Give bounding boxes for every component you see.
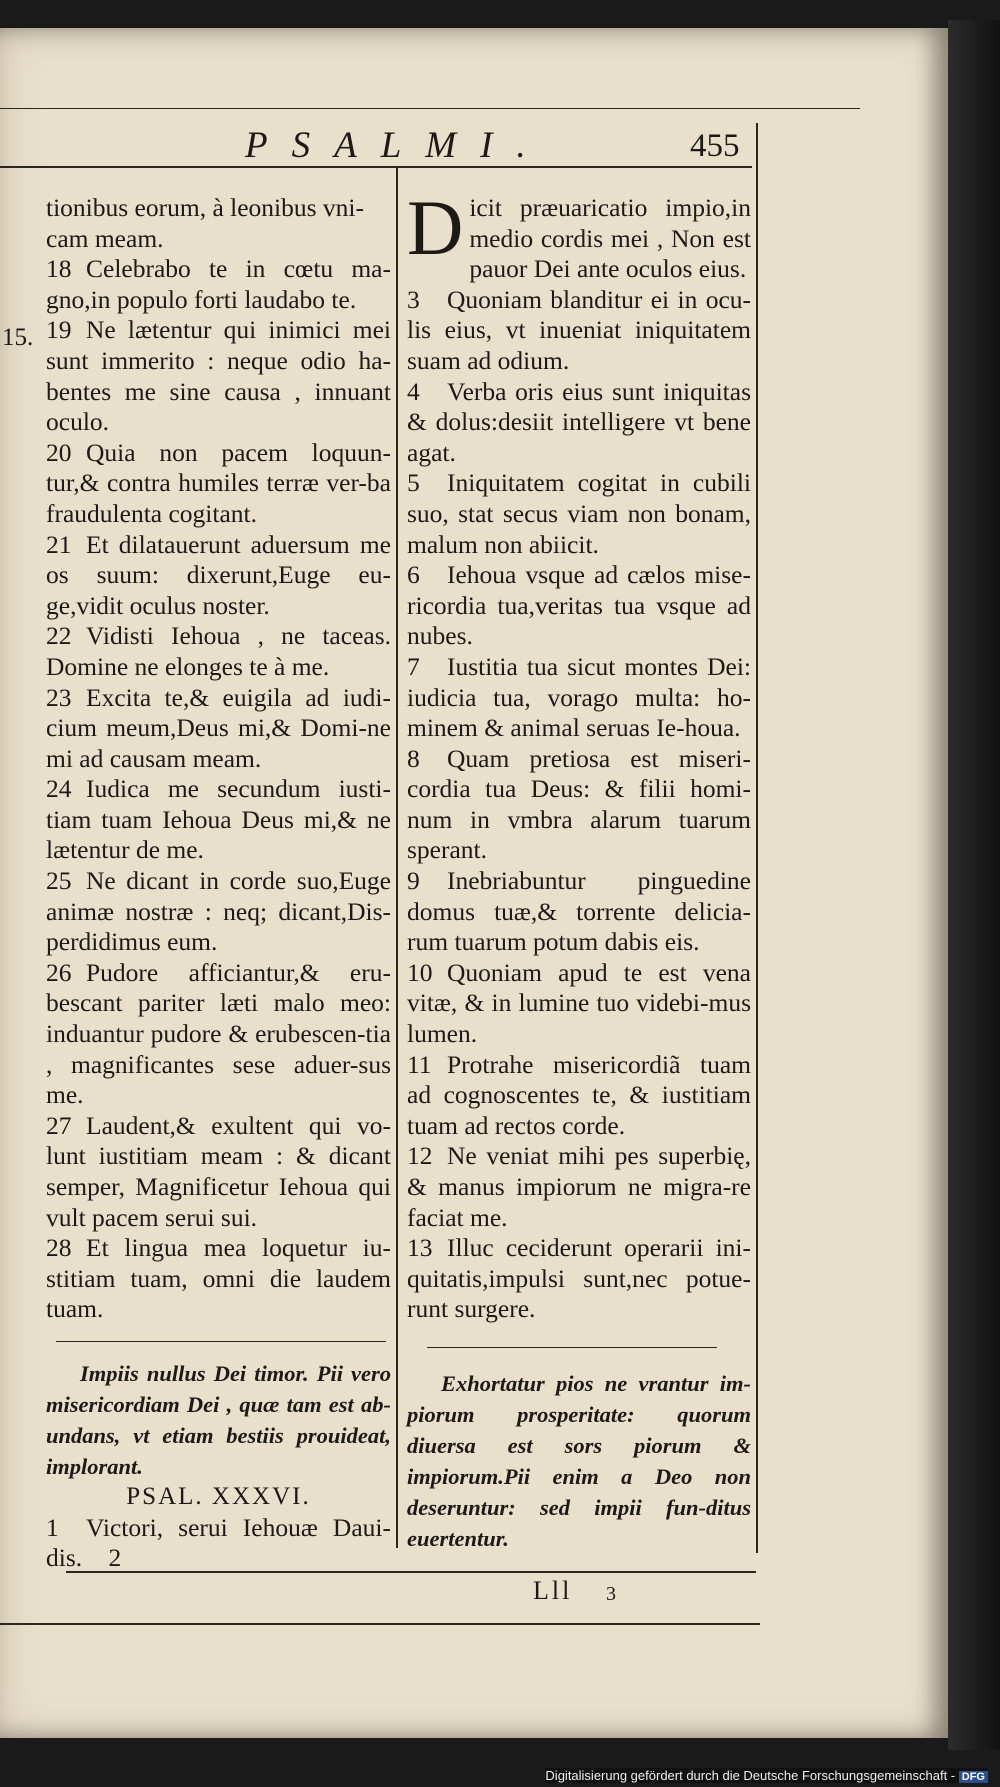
psalm-title: PSAL. XXXVI.	[126, 1482, 311, 1510]
verse	[46, 315, 391, 437]
verse	[46, 866, 391, 958]
verse-number: 27	[46, 1110, 72, 1140]
verse-number: 19	[46, 315, 72, 345]
verse-text: Quam pretiosa est miseri-cordia tua Deus: & filii homi-num in vmbra alarum tuarum sperant.	[407, 743, 751, 865]
verse	[407, 958, 751, 1050]
verse-number: 10	[407, 957, 433, 987]
section-rule	[56, 1341, 386, 1342]
verse-text: Iudica me secundum iusti-tiam tuam Iehoua Deus mi,& ne lætentur de me.	[46, 774, 391, 865]
header-rule	[0, 166, 752, 168]
verse	[46, 254, 391, 315]
verse-number: 20	[46, 437, 72, 467]
verse-number: 23	[46, 682, 72, 712]
column-divider	[396, 168, 398, 1548]
verse-text: Iustitia tua sicut montes Dei: iudicia tua, vorago multa: ho-minem & animal seruas Ie-houa.	[407, 651, 751, 743]
verse-number: 8	[407, 743, 420, 773]
verse	[46, 774, 391, 866]
verse	[407, 652, 751, 744]
psalm-summary: Impiis nullus Dei timor. Pii vero misericordiam Dei , quæ tam est ab-undans, vt etiam bestiis prouideat, implorant.	[46, 1360, 391, 1479]
verse	[407, 1233, 751, 1325]
margin-mark: 15.	[2, 324, 34, 351]
verse-number: 21	[46, 529, 72, 559]
top-frame-rule	[0, 108, 860, 109]
verse-number: 4	[407, 376, 420, 406]
verse	[46, 1233, 391, 1325]
right-frame-rule	[756, 123, 758, 1553]
verse	[407, 468, 751, 560]
verse-text: Pudore afficiantur,& eru-bescant pariter læti malo meo: induantur pudore & erubescen-tia , magnificantes sese aduer-sus me.	[46, 957, 391, 1110]
verse-text: Iehoua vsque ad cælos mise-ricordia tua,veritas tua vsque ad nubes.	[407, 560, 751, 651]
verse	[46, 683, 391, 775]
signature-number: 3	[606, 1583, 616, 1605]
verse-text: Inebriabuntur pinguedine domus tuæ,& torrente delicia-rum tuarum potum dabis eis.	[407, 866, 751, 957]
verse-text: Quia non pacem loquun-tur,& contra humiles terræ ver-ba fraudulenta cogitant.	[46, 437, 391, 528]
verse-number: 13	[407, 1233, 433, 1263]
book-edge	[948, 20, 1000, 1750]
right-column	[407, 184, 751, 1554]
verse-text: icit præuaricatio impio,in medio cordis mei , Non est pauor Dei ante oculos eius.	[469, 193, 751, 284]
verse-text: Illuc ceciderunt operarii ini-quitatis,impulsi sunt,nec potue-runt surgere.	[407, 1233, 751, 1324]
verse	[46, 958, 391, 1111]
dfg-logo: DFG	[959, 1771, 988, 1783]
verse	[407, 377, 751, 469]
verse-number: 28	[46, 1233, 72, 1263]
verse-text: Protrahe misericordiã tuam ad cognoscentes te, & iustitiam tuam ad rectos corde.	[407, 1049, 751, 1140]
verse-text: Ne lætentur qui inimici mei sunt immerito : neque odio ha-bentes me sine causa , innuant oculo.	[46, 315, 391, 437]
verse-text: Excita te,& euigila ad iudi-cium meum,Deus mi,& Domi-ne mi ad causam meam.	[46, 682, 391, 773]
verse-number: 7	[407, 651, 420, 681]
verse-number: 3	[407, 284, 420, 314]
left-column	[46, 193, 391, 1574]
verse-number: 1	[46, 1512, 59, 1542]
text-line: cam meam.	[46, 223, 164, 253]
verse	[46, 621, 391, 682]
verse-number: 5	[407, 468, 420, 498]
digitization-credit	[545, 1768, 988, 1783]
verse-text: Et dilatauerunt aduersum me os suum: dixerunt,Euge eu-ge,vidit oculus noster.	[46, 529, 391, 620]
verse-number: 9	[407, 866, 420, 896]
psalm-summary: Exhortatur pios ne vrantur im-piorum prosperitate: quorum diuersa est sors piorum & impiorum.Pii enim a Deo non deseruntur: sed impii fun-ditus euertentur.	[407, 1370, 751, 1551]
verse-marker: 2	[108, 1543, 122, 1573]
verse-number: 18	[46, 254, 72, 284]
verse-text: Quoniam apud te est vena vitæ, & in lumine tuo videbi-mus lumen.	[407, 957, 751, 1049]
credit-text: Digitalisierung gefördert durch die Deutsche Forschungsgemeinschaft -	[545, 1768, 956, 1783]
verse-text: Et lingua mea loquetur iu-stitiam tuam, omni die laudem tuam.	[46, 1233, 391, 1324]
verse-text: Celebrabo te in cœtu ma-gno,in populo forti laudabo te.	[46, 254, 391, 314]
verse	[46, 1513, 391, 1574]
verse	[407, 560, 751, 652]
verse	[407, 866, 751, 958]
verse-number: 6	[407, 560, 420, 590]
section-rule	[427, 1347, 717, 1348]
verse-number: 25	[46, 866, 72, 896]
verse-number: 22	[46, 621, 72, 651]
verse-intro	[407, 184, 751, 285]
verse-number: 26	[46, 957, 72, 987]
text-line: tionibus eorum, à leonibus vni-	[46, 193, 365, 222]
verse	[407, 1141, 751, 1233]
verse-text: Victori, serui Iehouæ Daui-dis.	[46, 1512, 391, 1573]
verse	[407, 744, 751, 866]
running-title: PSALMI.	[245, 125, 550, 166]
page-number: 455	[690, 128, 740, 164]
verse	[407, 1050, 751, 1142]
verse-number: 24	[46, 774, 72, 804]
verse-text: Laudent,& exultent qui vo-lunt iustitiam meam : & dicant semper, Magnificetur Iehoua qui vult pacem serui sui.	[46, 1110, 391, 1232]
drop-cap: D	[407, 184, 464, 271]
verse-text: Ne dicant in corde suo,Euge animæ nostræ : neq; dicant,Dis-perdidimus eum.	[46, 866, 391, 957]
verse-text: Verba oris eius sunt iniquitas & dolus:desiit intelligere vt bene agat.	[407, 376, 751, 467]
bottom-frame-rule	[0, 1623, 760, 1625]
verse	[46, 438, 391, 530]
verse-text: Ne veniat mihi pes superbię, & manus impiorum ne migra-re faciat me.	[407, 1141, 751, 1232]
verse-number: 12	[407, 1141, 433, 1171]
verse-text: Iniquitatem cogitat in cubili suo, stat secus viam non bonam, malum non abiicit.	[407, 468, 751, 559]
verse-text: Vidisti Iehoua , ne taceas. Domine ne elonges te à me.	[46, 621, 391, 681]
verse	[407, 285, 751, 377]
verse	[46, 530, 391, 622]
verse-number: 11	[407, 1049, 432, 1079]
book-page	[0, 28, 948, 1738]
verse-text: Quoniam blanditur ei in ocu-lis eius, vt inueniat iniquitatem suam ad odium.	[407, 284, 751, 375]
verse	[46, 1111, 391, 1233]
signature-mark: Lll	[533, 1576, 573, 1605]
